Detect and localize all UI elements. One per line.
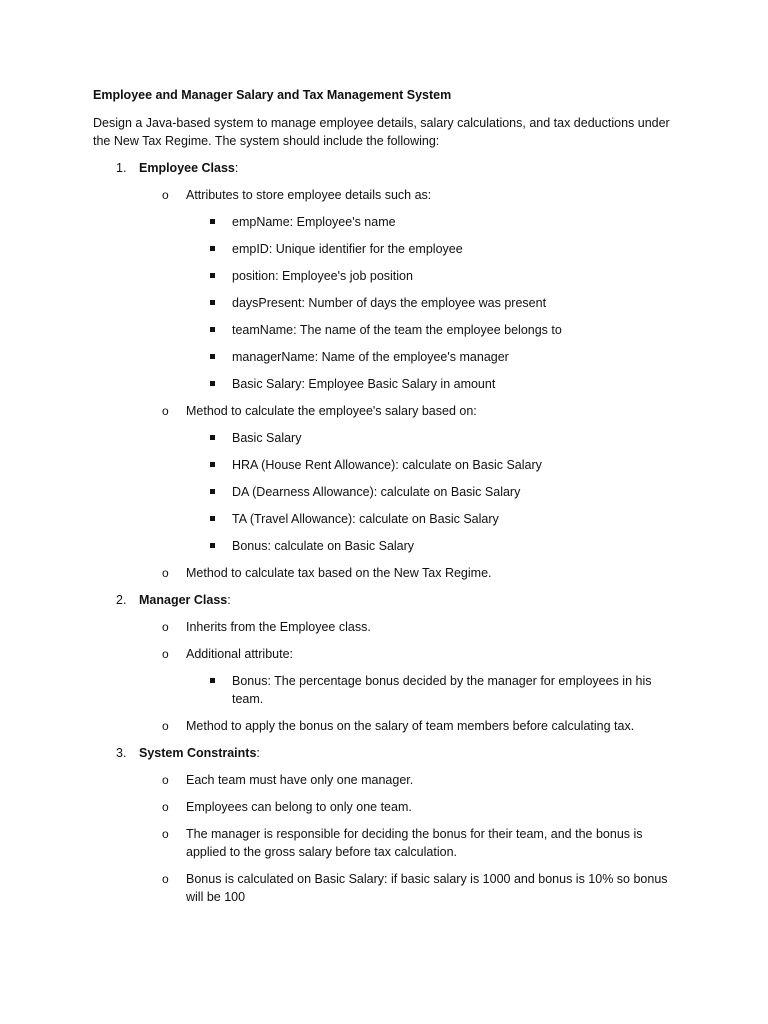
section-number: 3. (116, 746, 127, 760)
square-bullet-icon (210, 246, 215, 251)
section-heading (93, 591, 673, 609)
circle-bullet-icon: o (162, 872, 169, 886)
nested-item-text: teamName: The name of the team the employee belongs to (232, 323, 562, 337)
nested-item-text: HRA (House Rent Allowance): calculate on Basic Salary (232, 458, 542, 472)
sub-item-text: Additional attribute: (186, 647, 294, 661)
nested-list-item (93, 429, 673, 447)
sub-list-item (93, 186, 673, 393)
circle-bullet-icon: o (162, 647, 169, 661)
nested-list-item (93, 375, 673, 393)
nested-item-text: Bonus: calculate on Basic Salary (232, 539, 415, 553)
section-name: Manager Class (139, 593, 228, 607)
section-colon: : (234, 161, 239, 175)
sub-list-item (93, 618, 673, 636)
sub-item-text: Method to calculate tax based on the New Tax Regime. (186, 566, 492, 580)
sub-item-text: Employees can belong to only one team. (186, 800, 412, 814)
nested-list (186, 672, 673, 708)
nested-item-text: TA (Travel Allowance): calculate on Basic Salary (232, 512, 499, 526)
circle-bullet-icon: o (162, 620, 169, 634)
sub-list-item (93, 825, 673, 861)
circle-bullet-icon: o (162, 800, 169, 814)
nested-list-item (93, 537, 673, 555)
square-bullet-icon (210, 516, 215, 521)
nested-item-text: empName: Employee's name (232, 215, 396, 229)
section-item (93, 159, 673, 582)
nested-item-text: daysPresent: Number of days the employee was present (232, 296, 547, 310)
section-colon: : (227, 593, 231, 607)
sub-list (93, 186, 673, 582)
nested-list-item (93, 294, 673, 312)
intro-paragraph: Design a Java-based system to manage employee details, salary calculations, and tax deductions under the New Tax Regime. The system should include the following: (93, 116, 670, 148)
circle-bullet-icon: o (162, 719, 169, 733)
square-bullet-icon (210, 381, 215, 386)
section-item (93, 744, 673, 906)
numbered-list (93, 159, 673, 906)
square-bullet-icon (210, 435, 215, 440)
nested-list-item (93, 483, 673, 501)
square-bullet-icon (210, 462, 215, 467)
nested-list (186, 213, 673, 393)
square-bullet-icon (210, 543, 215, 548)
sub-item-text: Inherits from the Employee class. (186, 620, 371, 634)
square-bullet-icon (210, 354, 215, 359)
section-number: 1. (116, 161, 127, 175)
sub-list-item (93, 771, 673, 789)
nested-item-text: managerName: Name of the employee's manager (232, 350, 509, 364)
square-bullet-icon (210, 273, 215, 278)
nested-list-item (93, 672, 673, 708)
section-heading (93, 159, 673, 177)
section-item (93, 591, 673, 735)
sub-list-item (93, 645, 673, 708)
sub-list-item (93, 717, 673, 735)
square-bullet-icon (210, 219, 215, 224)
square-bullet-icon (210, 300, 215, 305)
nested-list (186, 429, 673, 555)
section-heading (93, 744, 673, 762)
sub-item-text: Each team must have only one manager. (186, 773, 414, 787)
circle-bullet-icon: o (162, 404, 169, 418)
sub-list-item (93, 798, 673, 816)
section-name: Employee Class (139, 161, 235, 175)
sub-item-text: Method to apply the bonus on the salary of team members before calculating tax. (186, 719, 635, 733)
nested-item-text: Basic Salary (232, 431, 302, 445)
sub-item-text: Bonus is calculated on Basic Salary: if basic salary is 1000 and bonus is 10% so bonus will be 100 (186, 872, 668, 904)
sub-list (93, 771, 673, 906)
sub-list-item (93, 402, 673, 555)
document-title: Employee and Manager Salary and Tax Management System (93, 88, 452, 102)
nested-list-item (93, 267, 673, 285)
nested-item-text: Basic Salary: Employee Basic Salary in amount (232, 377, 496, 391)
circle-bullet-icon: o (162, 566, 169, 580)
nested-item-text: position: Employee's job position (232, 269, 413, 283)
sub-item-text: Method to calculate the employee's salary based on: (186, 404, 477, 418)
nested-item-text: Bonus: The percentage bonus decided by the manager for employees in his team. (232, 674, 652, 706)
sub-list (93, 618, 673, 735)
nested-list-item (93, 321, 673, 339)
square-bullet-icon (210, 489, 215, 494)
square-bullet-icon (210, 327, 215, 332)
sub-list-item (93, 564, 673, 582)
section-colon: : (256, 746, 260, 760)
sub-item-text: The manager is responsible for deciding the bonus for their team, and the bonus is applied to the gross salary before tax calculation. (186, 827, 643, 859)
section-number: 2. (116, 593, 127, 607)
nested-item-text: empID: Unique identifier for the employee (232, 242, 463, 256)
circle-bullet-icon: o (162, 773, 169, 787)
section-name: System Constraints (139, 746, 257, 760)
nested-item-text: DA (Dearness Allowance): calculate on Basic Salary (232, 485, 521, 499)
sub-item-text: Attributes to store employee details such as: (186, 188, 432, 202)
nested-list-item (93, 348, 673, 366)
circle-bullet-icon: o (162, 188, 169, 202)
nested-list-item (93, 510, 673, 528)
document-body (93, 86, 673, 915)
nested-list-item (93, 456, 673, 474)
circle-bullet-icon: o (162, 827, 169, 841)
nested-list-item (93, 240, 673, 258)
nested-list-item (93, 213, 673, 231)
square-bullet-icon (210, 678, 215, 683)
sub-list-item (93, 870, 673, 906)
